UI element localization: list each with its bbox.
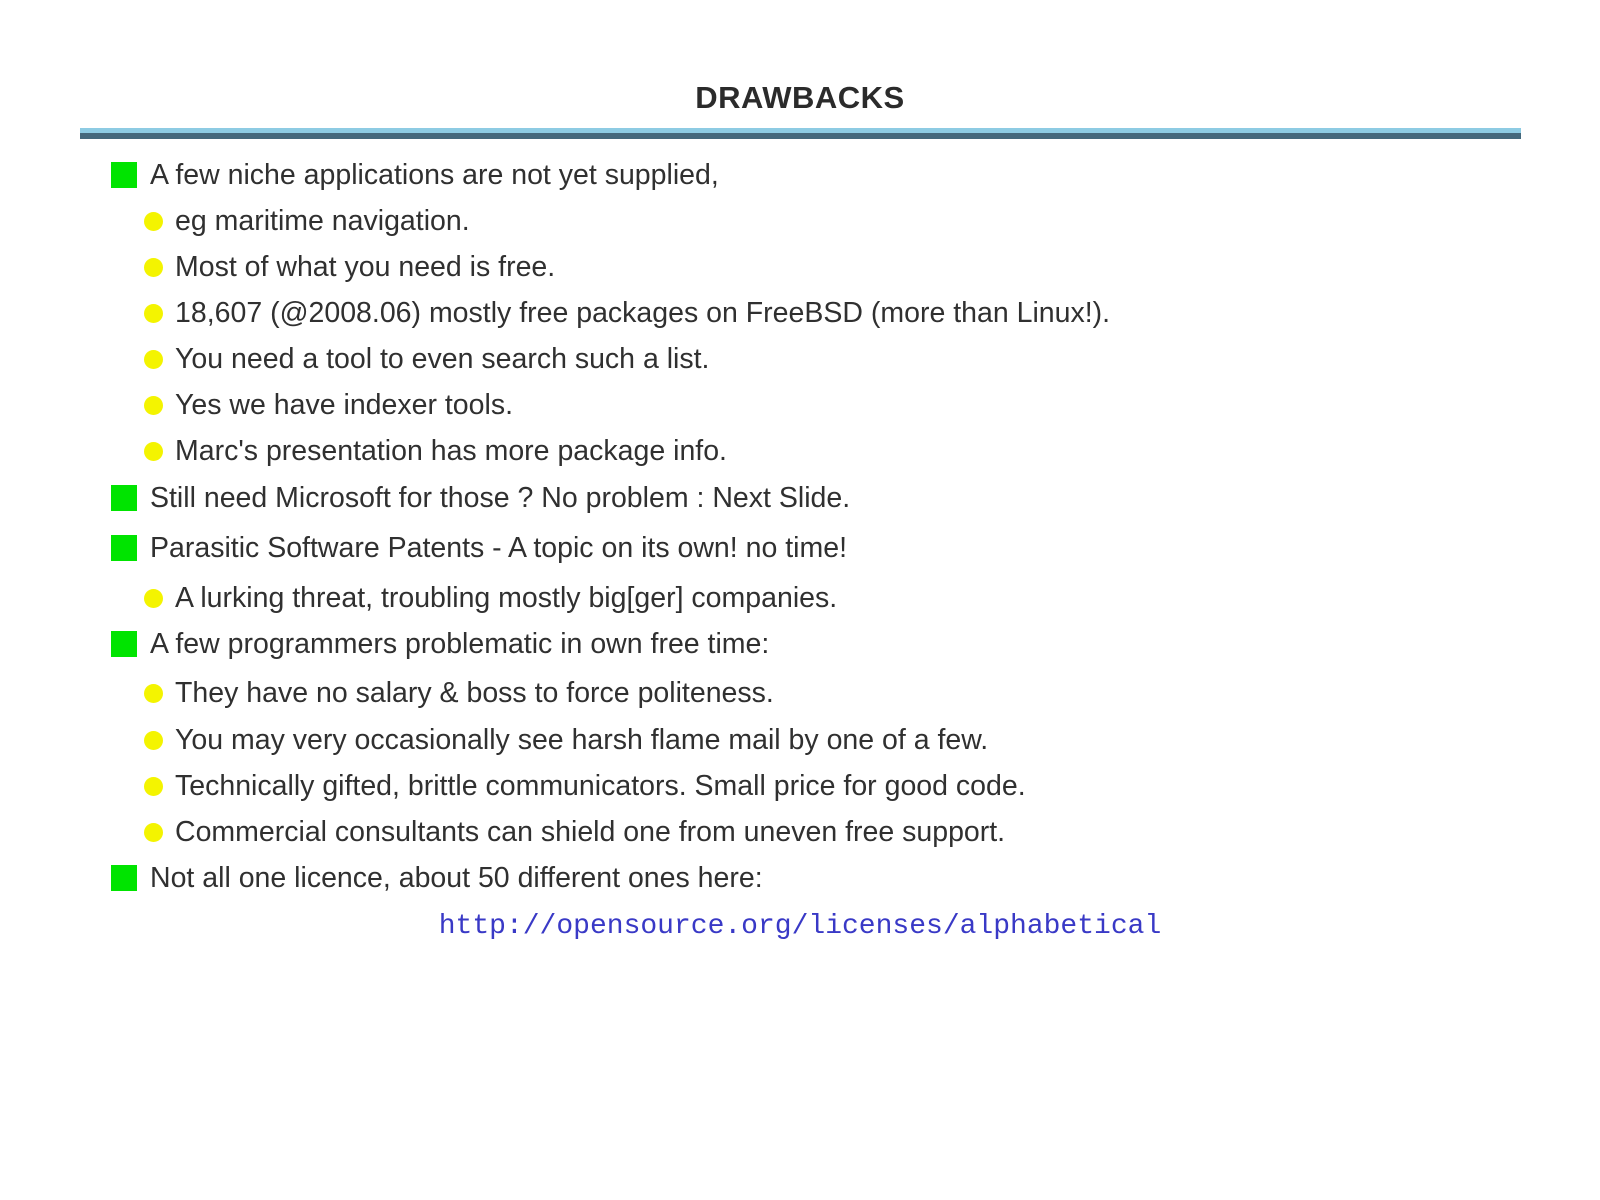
yellow-dot-bullet-icon [144, 396, 163, 415]
bullet-text: You need a tool to even search such a list. [175, 342, 710, 375]
bullet-item [144, 244, 1600, 290]
bullet-item [144, 336, 1600, 382]
bullet-text: A lurking threat, troubling mostly big[ger] companies. [175, 581, 838, 614]
bullet-item [144, 809, 1600, 855]
green-square-bullet-icon [111, 535, 137, 561]
license-link-row [0, 903, 1600, 949]
bullet-item [144, 428, 1600, 474]
green-square-bullet-icon [111, 631, 137, 657]
bullet-text: Marc's presentation has more package info. [175, 434, 727, 467]
yellow-dot-bullet-icon [144, 212, 163, 231]
bullet-text: They have no salary & boss to force politeness. [175, 676, 774, 709]
bullet-item [144, 290, 1600, 336]
yellow-dot-bullet-icon [144, 350, 163, 369]
yellow-dot-bullet-icon [144, 823, 163, 842]
yellow-dot-bullet-icon [144, 777, 163, 796]
title-divider [80, 128, 1521, 139]
bullet-text: Commercial consultants can shield one from uneven free support. [175, 815, 1006, 848]
slide-title: DRAWBACKS [695, 80, 905, 115]
bullet-item [111, 855, 1600, 901]
bullet-item [144, 382, 1600, 428]
bullet-text: Parasitic Software Patents - A topic on its own! no time! [150, 531, 847, 564]
yellow-dot-bullet-icon [144, 589, 163, 608]
divider-bottom-band [80, 133, 1521, 139]
green-square-bullet-icon [111, 485, 137, 511]
bullet-text: 18,607 (@2008.06) mostly free packages on FreeBSD (more than Linux!). [175, 296, 1111, 329]
bullet-item [144, 575, 1600, 621]
yellow-dot-bullet-icon [144, 684, 163, 703]
green-square-bullet-icon [111, 162, 137, 188]
yellow-dot-bullet-icon [144, 258, 163, 277]
license-url-link[interactable]: http://opensource.org/licenses/alphabetical [438, 910, 1162, 942]
yellow-dot-bullet-icon [144, 731, 163, 750]
yellow-dot-bullet-icon [144, 442, 163, 461]
bullet-text: You may very occasionally see harsh flame mail by one of a few. [175, 723, 989, 756]
bullet-text: A few programmers problematic in own free time: [150, 627, 770, 660]
bullet-text: Yes we have indexer tools. [175, 388, 513, 421]
bullet-item [144, 763, 1600, 809]
bullet-text: Still need Microsoft for those ? No problem : Next Slide. [150, 481, 851, 514]
bullet-item [111, 525, 1600, 571]
bullet-text: Not all one licence, about 50 different ones here: [150, 861, 763, 894]
bullet-item [144, 717, 1600, 763]
green-square-bullet-icon [111, 865, 137, 891]
bullet-item [111, 621, 1600, 667]
bullet-item [111, 152, 1600, 198]
bullet-text: Most of what you need is free. [175, 250, 556, 283]
bullet-list [0, 152, 1600, 901]
bullet-item [144, 670, 1600, 716]
bullet-text: eg maritime navigation. [175, 204, 470, 237]
bullet-text: Technically gifted, brittle communicators. Small price for good code. [175, 769, 1026, 802]
bullet-item [144, 198, 1600, 244]
bullet-text: A few niche applications are not yet supplied, [150, 158, 719, 191]
yellow-dot-bullet-icon [144, 304, 163, 323]
bullet-item [111, 475, 1600, 521]
